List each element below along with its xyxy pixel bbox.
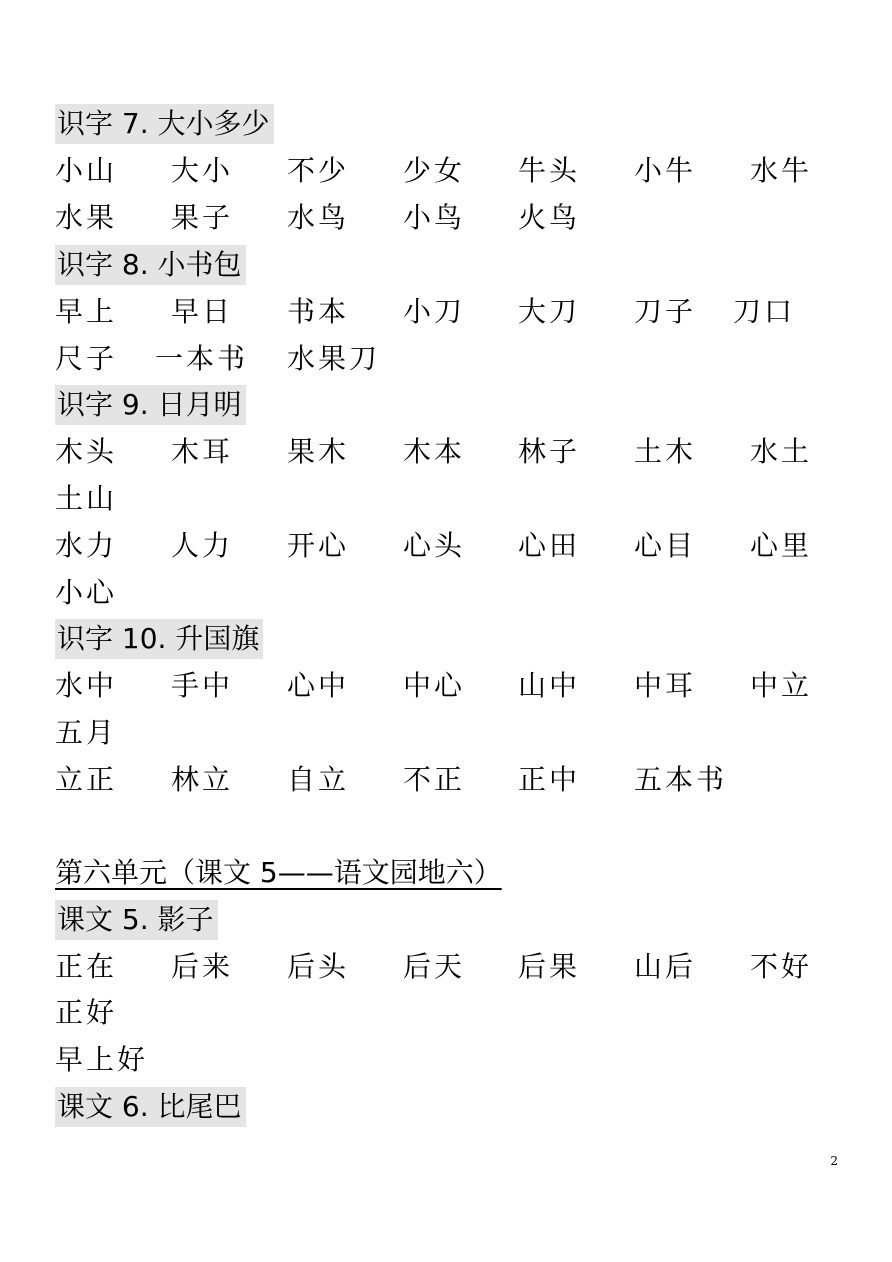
section-heading xyxy=(55,900,218,940)
word: 林立 xyxy=(171,763,234,796)
word: 果子 xyxy=(171,201,234,234)
heading-label: 课文 5. 影子 xyxy=(55,900,218,940)
word: 手中 xyxy=(171,669,234,702)
word: 木本 xyxy=(403,435,466,468)
word: 心里 xyxy=(750,529,813,562)
heading-label: 课文 6. 比尾巴 xyxy=(55,1087,246,1127)
word: 一本书 xyxy=(155,342,249,375)
word: 木头 xyxy=(55,435,118,468)
section-heading xyxy=(55,619,263,659)
word: 心头 xyxy=(403,529,466,562)
word: 水鸟 xyxy=(287,201,350,234)
heading-label: 识字 9. 日月明 xyxy=(55,385,246,425)
word: 小鸟 xyxy=(403,201,466,234)
word: 大小 xyxy=(171,154,234,187)
heading-label: 识字 10. 升国旗 xyxy=(55,619,263,659)
word: 刀子 xyxy=(634,295,697,328)
word: 后天 xyxy=(403,950,466,983)
word: 水果刀 xyxy=(287,342,381,375)
word: 牛头 xyxy=(518,154,581,187)
word: 立正 xyxy=(55,763,118,796)
word: 不正 xyxy=(403,763,466,796)
word: 刀口 xyxy=(733,295,796,328)
section-heading xyxy=(55,104,274,144)
word: 水果 xyxy=(55,201,118,234)
word: 五本书 xyxy=(634,763,728,796)
word: 小心 xyxy=(55,576,118,609)
word: 正好 xyxy=(55,996,118,1029)
word: 林子 xyxy=(518,435,581,468)
word: 水力 xyxy=(55,529,118,562)
word: 正在 xyxy=(55,950,118,983)
word: 小山 xyxy=(55,154,118,187)
word: 中耳 xyxy=(634,669,697,702)
word: 果木 xyxy=(287,435,350,468)
word: 五月 xyxy=(55,716,118,749)
word: 山中 xyxy=(518,669,581,702)
word: 自立 xyxy=(287,763,350,796)
section-heading xyxy=(55,245,246,285)
unit-title-text: 第六单元（课文 5——语文园地六） xyxy=(55,856,502,889)
word: 尺子 xyxy=(55,342,118,375)
word: 不少 xyxy=(287,154,350,187)
word: 早上好 xyxy=(55,1043,149,1076)
word: 土木 xyxy=(634,435,697,468)
word: 书本 xyxy=(287,295,350,328)
word: 小刀 xyxy=(403,295,466,328)
word: 早上 xyxy=(55,295,118,328)
word: 中立 xyxy=(750,669,813,702)
word: 开心 xyxy=(287,529,350,562)
word: 不好 xyxy=(750,950,813,983)
word: 少女 xyxy=(403,154,466,187)
word: 火鸟 xyxy=(518,201,581,234)
heading-label: 识字 7. 大小多少 xyxy=(55,104,274,144)
section-heading xyxy=(55,385,246,425)
word: 中心 xyxy=(403,669,466,702)
word: 山后 xyxy=(634,950,697,983)
heading-label: 识字 8. 小书包 xyxy=(55,245,246,285)
word: 心田 xyxy=(518,529,581,562)
word: 人力 xyxy=(171,529,234,562)
word: 小牛 xyxy=(634,154,697,187)
word: 水土 xyxy=(750,435,813,468)
section-heading xyxy=(55,1087,246,1127)
word: 木耳 xyxy=(171,435,234,468)
page-number: 2 xyxy=(830,1154,838,1168)
word: 早日 xyxy=(171,295,234,328)
unit-title xyxy=(55,853,502,893)
word: 水牛 xyxy=(750,154,813,187)
word: 大刀 xyxy=(518,295,581,328)
word: 后果 xyxy=(518,950,581,983)
word: 后来 xyxy=(171,950,234,983)
word: 土山 xyxy=(55,482,118,515)
word: 正中 xyxy=(518,763,581,796)
word: 后头 xyxy=(287,950,350,983)
word: 心中 xyxy=(287,669,350,702)
word: 心目 xyxy=(634,529,697,562)
word: 水中 xyxy=(55,669,118,702)
